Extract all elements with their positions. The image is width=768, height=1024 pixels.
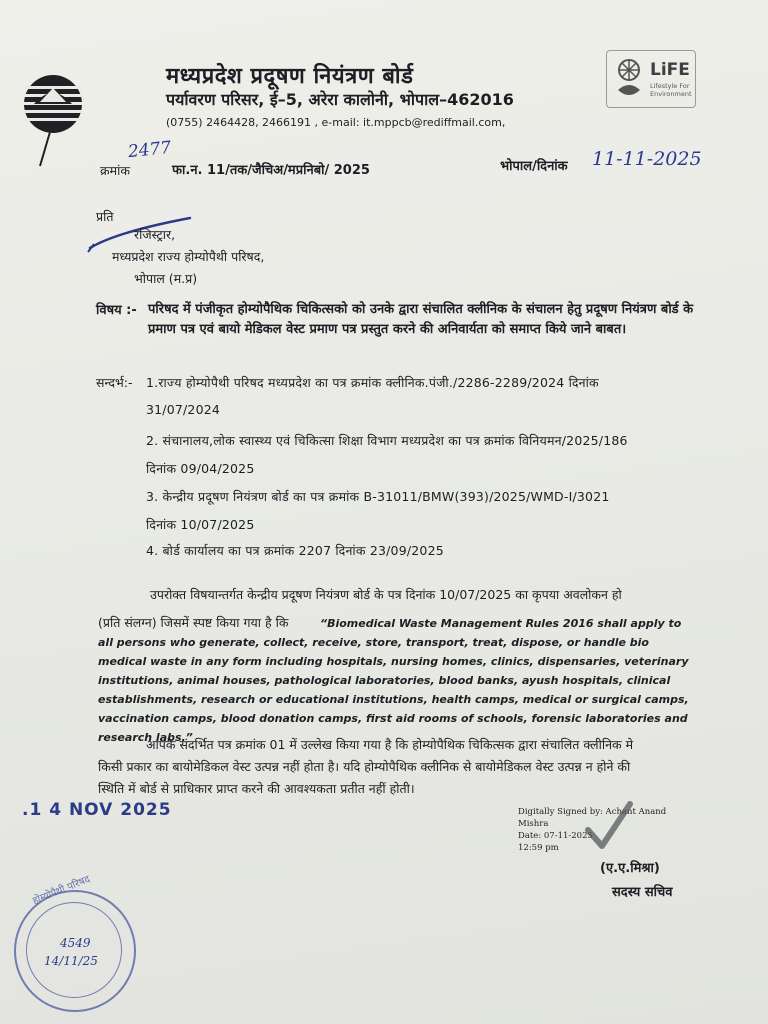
recipient-line-1: रजिस्ट्रार, <box>134 227 176 242</box>
reference-item: 31/07/2024 <box>146 402 221 417</box>
digital-signature-line-2: Mishra <box>518 819 549 829</box>
reference-item: 1.राज्य होम्योपैथी परिषद मध्यप्रदेश का पत्र क्रमांक क्लीनिक.पंजी./2286-2289/2024 दिनांक <box>146 375 599 390</box>
letterhead-title: मध्यप्रदेश प्रदूषण नियंत्रण बोर्ड <box>166 64 414 89</box>
handwritten-reference-number: 2477 <box>127 137 173 163</box>
reference-label: क्रमांक <box>100 163 130 178</box>
body-paragraph-1-line-1: उपरोक्त विषयान्तर्गत केन्द्रीय प्रदूषण नियंत्रण बोर्ड के पत्र दिनांक 10/07/2025 का कृपया अवलोकन हो <box>150 587 622 602</box>
received-date-stamp: .1 4 NOV 2025 <box>22 800 172 820</box>
body-paragraph-2-line-2: किसी प्रकार का बायोमेडिकल वेस्ट उत्पन्न नहीं होता है। यदि होम्योपैथिक क्लीनिक से बायोमेडिकल वेस्ट उत्पन्न न होने की <box>98 759 631 774</box>
reference-item: 4. बोर्ड कार्यालय का पत्र क्रमांक 2207 दिनांक 23/09/2025 <box>146 543 444 558</box>
office-seal-inner-ring <box>26 902 122 998</box>
signatory-name: (ए.ए.मिश्रा) <box>600 861 660 876</box>
letterhead-contact: (0755) 2464428, 2466191 , e-mail: it.mppcb@rediffmail.com, <box>166 116 506 129</box>
life-logo-tagline: Lifestyle For Environment <box>650 82 692 98</box>
signatory-title: सदस्य सचिव <box>612 885 673 900</box>
to-label: प्रति <box>96 209 114 224</box>
seal-handwritten-date: 14/11/25 <box>44 954 98 968</box>
file-number: फा.न. 11/तक/जैचिअ/मप्रनिबो/ 2025 <box>172 163 370 178</box>
reference-item: 2. संचानालय,लोक स्वास्थ्य एवं चिकित्सा शिक्षा विभाग मध्यप्रदेश का पत्र क्रमांक विनियमन/2025/186 <box>146 433 628 448</box>
reference-item: दिनांक 10/07/2025 <box>146 517 255 532</box>
recipient-line-3: भोपाल (म.प्र) <box>134 271 198 286</box>
bmw-rules-quote: “Biomedical Waste Management Rules 2016 shall apply to all persons who generate, collect, receive, store, transport, treat, dispose, or handle bio medical waste in any form including hospitals, nursing homes, clinics, dispensaries, veterinary institutions, animal houses, pathological laboratories, blood banks, ayush hospitals, clinical establishments, research or educational institutions, health camps, medical or surgical camps, vaccination camps, blood donation camps, first aid rooms of schools, forensic laboratories and research labs.” <box>98 617 689 744</box>
life-leaf-icon <box>612 56 646 100</box>
signature-valid-check-icon <box>584 800 634 852</box>
references-label: सन्दर्भ:- <box>96 375 133 390</box>
letterhead-address: पर्यावरण परिसर, ई–5, अरेरा कालोनी, भोपाल–462016 <box>166 90 514 109</box>
seal-handwritten-number: 4549 <box>60 936 91 950</box>
body-paragraph-2-line-3: स्थिति में बोर्ड से प्राधिकार प्राप्त करने की आवश्यकता प्रतीत नहीं होती। <box>98 781 415 796</box>
office-seal-stamp <box>14 890 136 1012</box>
digital-signature-line-4: 12:59 pm <box>518 843 559 853</box>
body-paragraph-2-line-1: आपके संदर्भित पत्र क्रमांक 01 में उल्लेख किया गया है कि होम्योपैथिक चिकित्सक द्वारा संचालित क्लीनिक मे <box>146 737 634 752</box>
reference-item: दिनांक 09/04/2025 <box>146 461 255 476</box>
seal-ring-text: होम्योपैथी परिषद <box>31 873 92 907</box>
mppcb-logo-icon <box>20 74 90 174</box>
handwritten-date: 11-11-2025 <box>592 148 702 170</box>
reference-item: 3. केन्द्रीय प्रदूषण नियंत्रण बोर्ड का पत्र क्रमांक B-31011/BMW(393)/2025/WMD-I/3021 <box>146 489 610 504</box>
life-logo-text: LiFE <box>650 60 690 80</box>
recipient-line-2: मध्यप्रदेश राज्य होम्योपैथी परिषद, <box>112 249 265 264</box>
date-label: भोपाल/दिनांक <box>500 159 568 174</box>
subject-label: विषय :- <box>96 303 137 318</box>
digital-signature-line-3: Date: 07-11-2025 <box>518 831 593 841</box>
body-paragraph-1-line-2: (प्रति संलग्न) जिसमें स्पष्ट किया गया है कि <box>98 615 289 630</box>
subject-text: परिषद में पंजीकृत होम्योपैथिक चिकित्सको को उनके द्वारा संचालित क्लीनिक के संचालन हेतु प्रदूषण नियंत्रण बोर्ड के प्रमाण पत्र एवं बायो मेडिकल वेस्ट प्रमाण पत्र प्रस्तुत करने की अनिवार्यता को समाप्त किये जाने बाबत। <box>148 302 694 337</box>
digital-signature-line-1: Digitally Signed by: Achant Anand <box>518 807 667 817</box>
